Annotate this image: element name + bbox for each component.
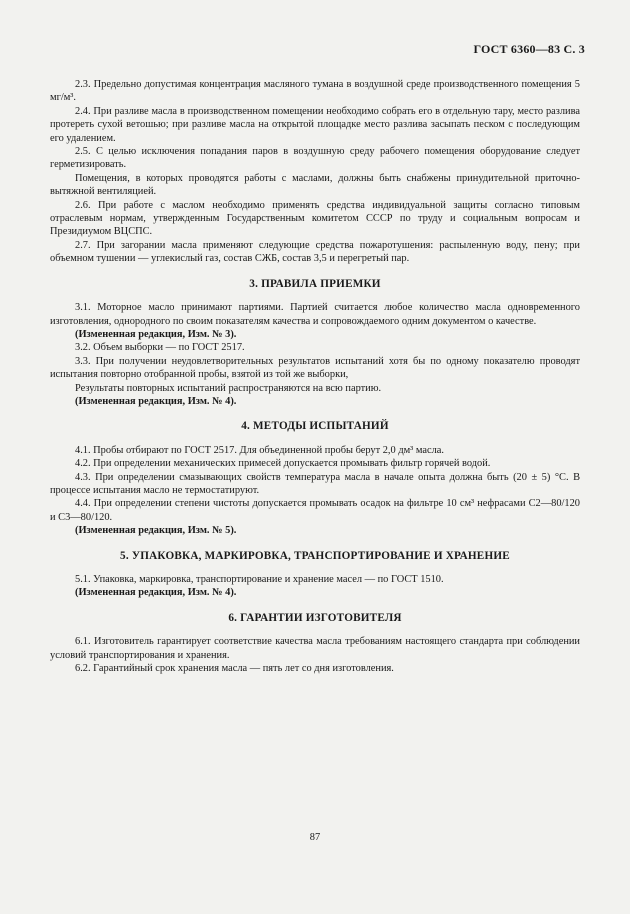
clause-4-2: 4.2. При определении механических примесей допускается промывать фильтр горячей водой. xyxy=(75,458,491,470)
amendment-note: (Измененная редакция, Изм. № 5). xyxy=(75,525,237,537)
document-body xyxy=(50,78,580,675)
amendment-note: (Измененная редакция, Изм. № 4). xyxy=(75,395,237,407)
clause-2-3: 2.3. Предельно допустимая концентрация масляного тумана в воздушной среде производственного помещения 5 мг/м³. xyxy=(50,79,580,104)
clause-4-3: 4.3. При определении смазывающих свойств температура масла в начале опыта должна быть (20 ± 5) °С. В процессе испытания масло не термостатируют. xyxy=(50,471,580,496)
section-3-heading: 3. ПРАВИЛА ПРИЕМКИ xyxy=(249,277,381,290)
page-number: 87 xyxy=(309,832,321,843)
section-5-heading: 5. УПАКОВКА, МАРКИРОВКА, ТРАНСПОРТИРОВАНИЕ И ХРАНЕНИЕ xyxy=(120,549,510,562)
clause-2-7: 2.7. При загорании масла применяют следующие средства пожаротушения: распыленную воду, пену; при объемном тушении — углекислый газ, состав СЖБ, состав 3,5 и перегретый пар. xyxy=(50,239,580,265)
clause-2-5: 2.5. С целью исключения попадания паров в воздушную среду рабочего помещения оборудование следует герметизировать. xyxy=(50,146,580,171)
clause-5-1: 5.1. Упаковка, маркировка, транспортирование и хранение масел — по ГОСТ 1510. xyxy=(75,574,444,585)
page-header: ГОСТ 6360—83 С. 3 xyxy=(473,42,585,56)
section-6-heading: 6. ГАРАНТИИ ИЗГОТОВИТЕЛЯ xyxy=(228,611,402,624)
clause-6-2: 6.2. Гарантийный срок хранения масла — пять лет со дня изготовления. xyxy=(75,663,394,675)
clause-2-6: 2.6. При работе с маслом необходимо применять средства индивидуальной защиты согласно типовым отраслевым нормам, утвержденным Государственным комитетом СССР по труду и социальным вопросам и Президиумом ВЦСПС. xyxy=(50,199,580,238)
clause-3-3: 3.3. При получении неудовлетворительных результатов испытаний хотя бы по одному показателю проводят испытания повторно отобранной пробы, взятой из той же выборки, xyxy=(50,355,580,381)
clause-4-4: 4.4. При определении степени чистоты допускается промывать осадок на фильтре 10 см³ нефрасами С2—80/120 и С3—80/120. xyxy=(50,498,580,523)
clause-6-1: 6.1. Изготовитель гарантирует соответствие качества масла требованиям настоящего стандарта при соблюдении условий транспортирования и хранения. xyxy=(50,636,580,661)
clause-4-1: 4.1. Пробы отбирают по ГОСТ 2517. Для объединенной пробы берут 2,0 дм³ масла. xyxy=(75,444,445,456)
clause-2-5-ventilation: Помещения, в которых проводятся работы с маслами, должны быть снабжены принудительной приточно-вытяжной вентиляцией. xyxy=(50,172,580,198)
clause-2-4: 2.4. При разливе масла в производственном помещении необходимо собрать его в отдельную тару, место разлива протереть сухой ветошью; при разливе масла на открытой площадке место разлива засыпать песком с последующим его удалением. xyxy=(50,105,580,144)
clause-3-3-results: Результаты повторных испытаний распространяются на всю партию. xyxy=(75,382,382,394)
clause-3-1: 3.1. Моторное масло принимают партиями. Партией считается любое количество масла одновременного изготовления, однородного по своим показателям качества и сопровождаемого одним документом о качестве. xyxy=(50,302,580,327)
section-4-heading: 4. МЕТОДЫ ИСПЫТАНИЙ xyxy=(241,420,389,433)
clause-3-2: 3.2. Объем выборки — по ГОСТ 2517. xyxy=(75,342,245,354)
amendment-note: (Измененная редакция, Изм. № 4). xyxy=(75,587,237,599)
amendment-note: (Измененная редакция, Изм. № 3). xyxy=(75,328,237,340)
